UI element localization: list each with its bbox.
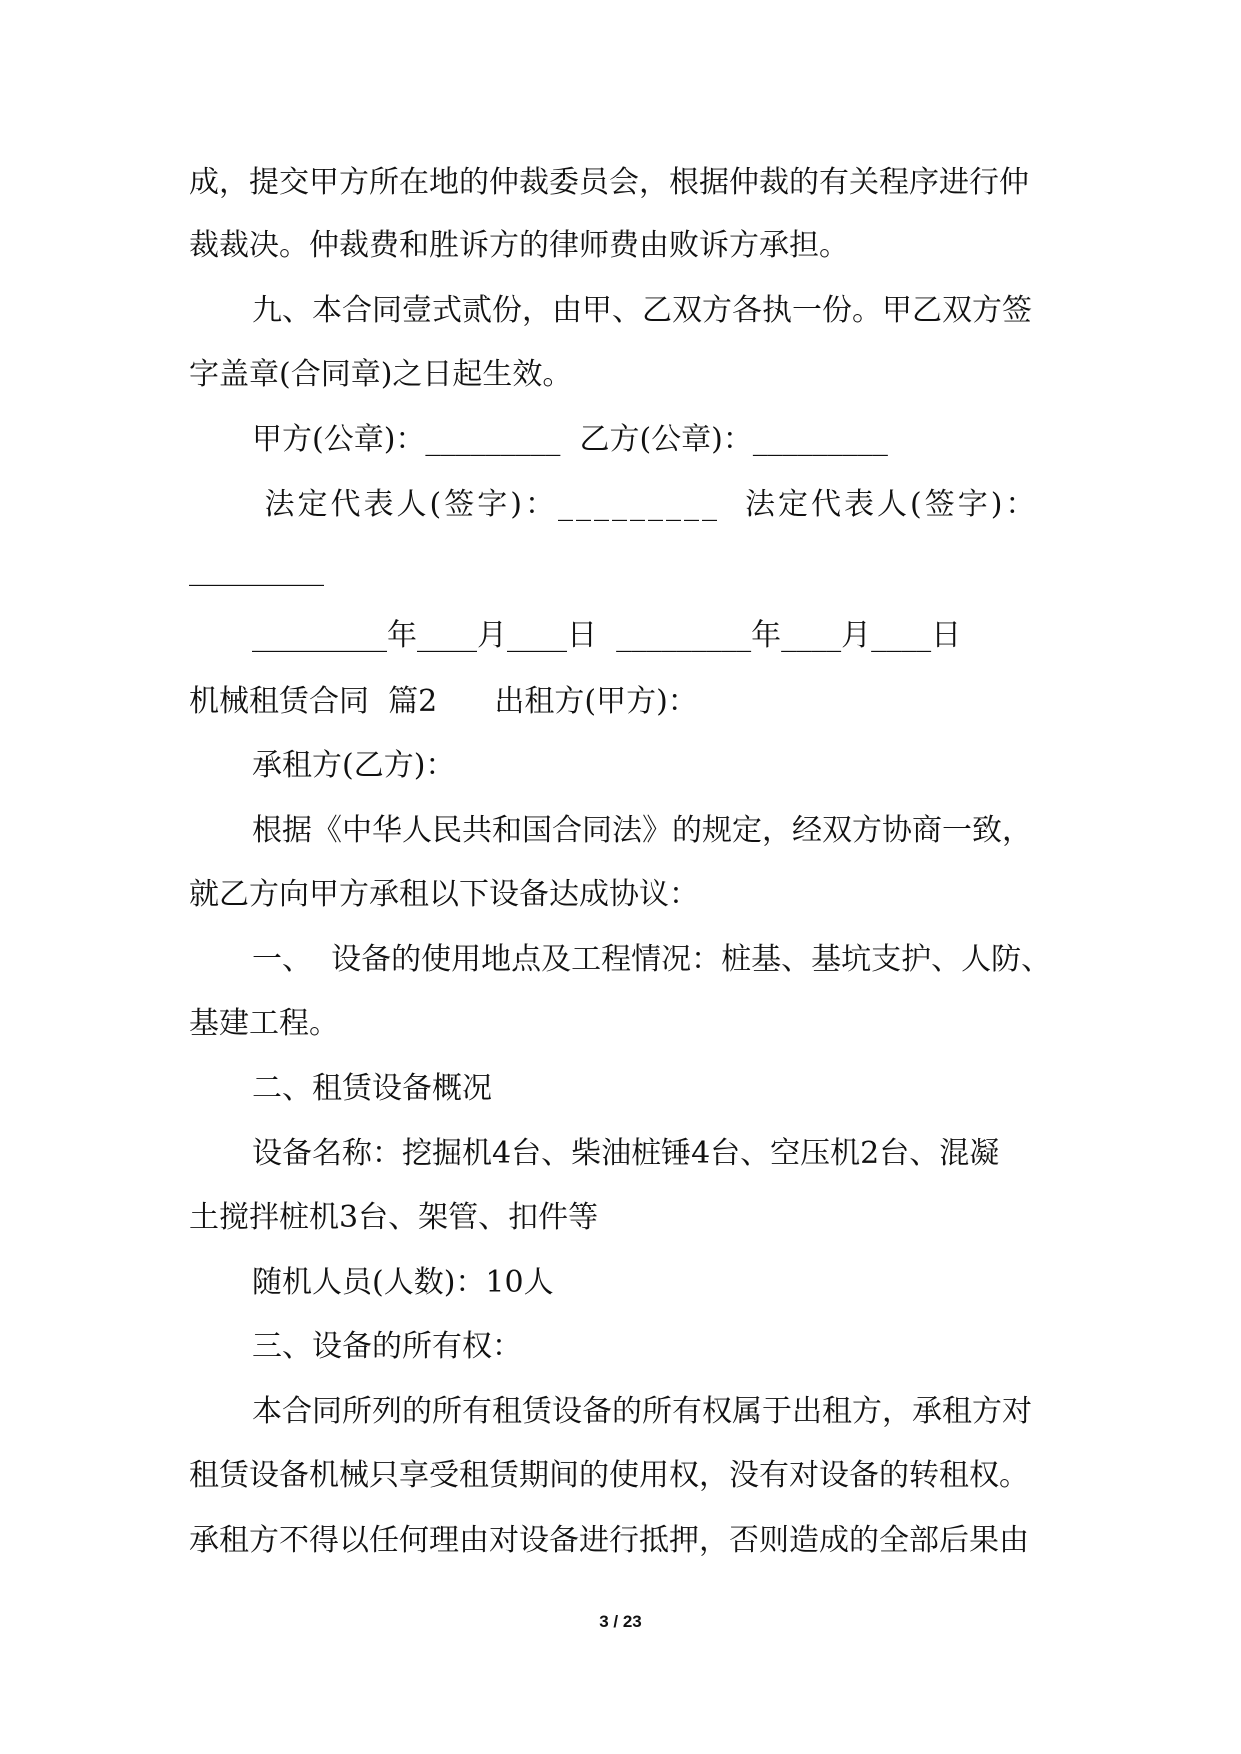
body-line-3: 九、本合同壹式贰份，由甲、乙双方各执一份。甲乙双方签	[252, 293, 1032, 328]
body-line-4: 字盖章(合同章)之日起生效。	[189, 357, 573, 392]
body-line-22: 承租方不得以任何理由对设备进行抵押，否则造成的全部后果由	[189, 1523, 1029, 1558]
signature-date-line: _________年____月____日 _________年____月____日	[252, 618, 962, 653]
body-line-19: 三、设备的所有权：	[252, 1329, 522, 1364]
page-number: 3 / 23	[599, 1612, 642, 1631]
body-line-10: 承租方(乙方)：	[252, 748, 456, 783]
body-line-20: 本合同所列的所有租赁设备的所有权属于出租方，承租方对	[252, 1394, 1032, 1429]
signature-party-line: 甲方(公章)：_________ 乙方(公章)：_________	[252, 422, 888, 457]
signature-blank-line: _________	[189, 552, 324, 587]
section-heading-line: 机械租赁合同 篇2 出租方(甲方)：	[189, 684, 698, 719]
body-line-16: 设备名称：挖掘机4台、柴油桩锤4台、空压机2台、混凝	[252, 1136, 1000, 1171]
body-line-12: 就乙方向甲方承租以下设备达成协议：	[189, 877, 699, 912]
body-line-18: 随机人员(人数)：10人	[252, 1265, 554, 1300]
body-line-11: 根据《中华人民共和国合同法》的规定，经双方协商一致，	[252, 813, 1032, 848]
body-line-13: 一、 设备的使用地点及工程情况：桩基、基坑支护、人防、	[252, 942, 1052, 977]
body-line-17: 土搅拌桩机3台、架管、扣件等	[189, 1200, 599, 1235]
body-line-2: 裁裁决。仲裁费和胜诉方的律师费由败诉方承担。	[189, 228, 849, 263]
signature-representative-line: 法定代表人(签字)：_________ 法定代表人(签字)：	[252, 487, 1039, 522]
body-line-21: 租赁设备机械只享受租赁期间的使用权，没有对设备的转租权。	[189, 1458, 1029, 1493]
body-line-1: 成，提交甲方所在地的仲裁委员会，根据仲裁的有关程序进行仲	[189, 165, 1029, 200]
body-line-14: 基建工程。	[189, 1006, 339, 1041]
body-line-15: 二、租赁设备概况	[252, 1071, 492, 1106]
